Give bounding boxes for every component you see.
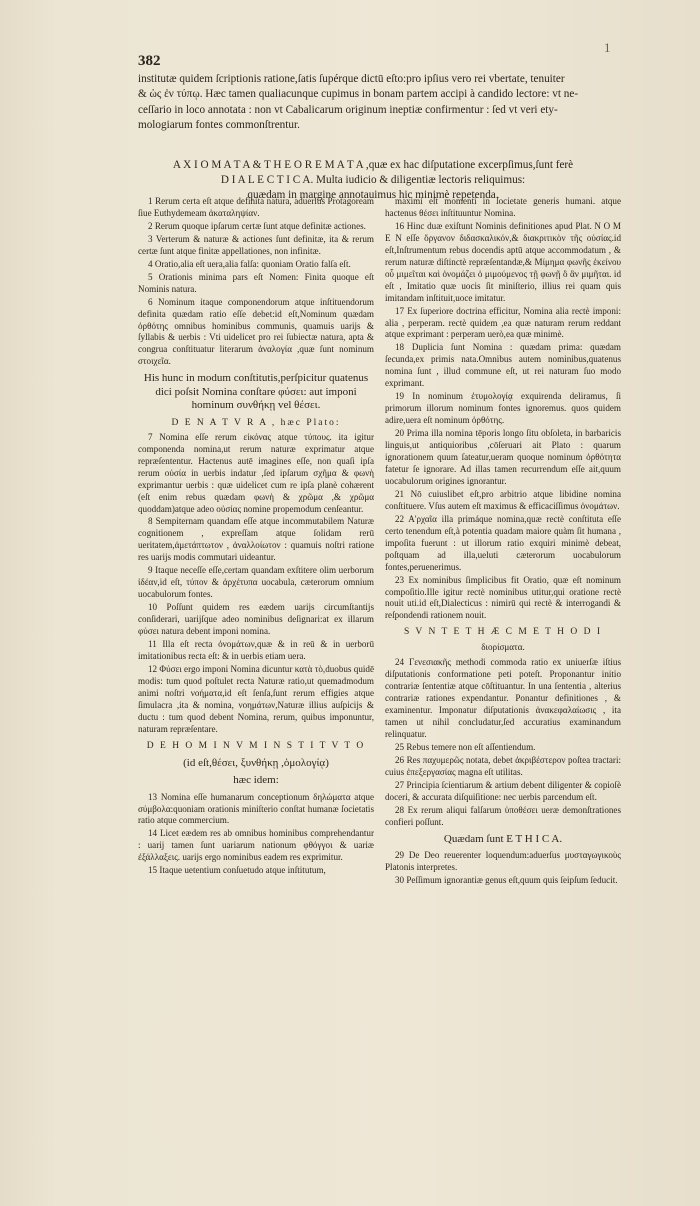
numbered-paragraph: 2 Rerum quoque ipſarum certæ ſunt atque definitæ actiones. [148,220,366,231]
numbered-paragraph: 10 Poſſunt quidem res eædem uarijs circumſtantijs conſiderari, uarijſque adeo nominibus deſignari:at ex illarum φύσει natura debent imponi nomina. [138,602,374,637]
numbered-paragraph: 18 Duplicia ſunt Nomina : quædam prima: quædam ſecunda,ex primis nata.Omnibus autem nominibus,quatenus nomina ſunt , illud commune eſt, ut rei naturam ſuo modo exprimant. [385,342,621,389]
numbered-paragraph: 17 Ex ſuperiore doctrina efficitur, Nomina alia rectè imponi: alia , perperam. rectè quidem ,ea quæ naturam rerum reddant atque exprimant : perperam uerò,ea quæ minimè. [385,305,621,340]
numbered-paragraph: 9 Itaque neceſſe eſſe,certam quandam exſtitere olim uerborum ἰδέαν,id eſt, τύπον & ἀρχέτυπα uocabula, cæterorum omnium uocabulorum fontes. [138,565,374,600]
numbered-paragraph: 12 Φύσει ergo imponi Nomina dicuntur κατὰ τὸ,duobus quidē modis: tum quod poſtulet recta Naturæ ratio,ut quemadmodum animi noſtri νοήματα,id eſt ſenſa,ſunt rerum effigies atque ſimulacra ,ita & nomina, νοημάτων,Naturæ illius auſpicijs & ductu : tum quod debent Nomina, rerum, quibus imponuntur, naturam repræſentare. [138,663,374,734]
numbered-paragraph: 25 Rebus temere non eſt aſſentiendum. [395,741,536,752]
numbered-paragraph: 3 Verterum & naturæ & actiones ſunt definitæ, ita & rerum certæ ſunt atque finitæ appellationes, non infinitæ. [138,233,374,256]
numbered-paragraph: 5 Orationis minima pars eſt Nomen: Finita quoque eſt Nominis natura. [138,271,374,294]
numbered-paragraph: 27 Principia ſcientiarum & artium debent diligenter & copioſè doceri, & accurata diſquiſitione: nec uerbis parcendum eſt. [385,779,621,802]
section-heading: D E H O M I N V M I N S T I T V T O [146,740,366,751]
numbered-paragraph: (id eſt,θέσει, ξυνθήκῃ ,ὁμολογίᾳ) [183,756,329,769]
numbered-paragraph: 1 Rerum certa eſt atque definita natura, aduerſus Protagoream ſiue Euthydemeam ἀκαταληψίαν. [138,196,374,218]
axiom-head-line: A X I O M A T A & T H E O R E M A T A ,quæ ex hac diſputatione excerpſimus,ſunt ferè [172,159,574,171]
margin-mark: 1 [604,40,611,55]
numbered-paragraph: 4 Oratio,alia eſt uera,alia falſa: quoniam Oratio falſa eſt. [148,258,351,269]
numbered-paragraph: 23 Ex nominibus ſimplicibus fit Oratio, quæ eſt nominum compoſitio.Ille igitur rectè nominibus utitur,qui oratione rectè nouit uti.id eſt,Dialecticus : nimirū qui rectè & interrogandi & reſpondendi rationem nouit. [385,574,621,621]
numbered-paragraph: 30 Peſſimum ignorantiæ genus eſt,quum quis ſeipſum ſeducit. [395,875,618,886]
numbered-paragraph: 15 Itaque uetentium conſuetudo atque inſtitutum, [148,865,326,876]
numbered-paragraph: maximi eſt momenti in ſocietate generis humani. atque hactenus θέσει inſtituuntur Nomina. [385,196,621,218]
numbered-paragraph: 6 Nominum itaque componendorum atque inſtituendorum definita quædam ratio eſſe debet:id eſt,Nominum quædam ὀρθότης omnibus hominibus communis, quamuis uarijs & ſyllabis & uerbis : Vti uidelicet pro rei ſubiectæ natura, apta & congrua conſtituatur literarum ἀναλογία ,quæ ſunt nominum στοιχεῖα. [138,296,374,367]
numbered-paragraph: hæc idem: [233,774,279,787]
numbered-paragraph: 29 De Deo reuerenter loquendum:aduerſus μυσταγωγικοὺς Platonis interpretes. [385,850,621,873]
numbered-paragraph: 19 In nominum ἐτυμολογίᾳ exquirenda deliramus, ſi primorum illorum nominum fontes ignoremus. quos quidem adire,uera eſt nominum ὀρθότης. [385,391,621,426]
numbered-paragraph: 20 Prima illa nomina tēporis longo ſitu obſoleta, in barbaricis linguis,ut antiquioribus ,cōſeruari ait Plato : quarum ignorationem quum ſateatur,ueram quoque nominum ὀρθότητα fatetur ſe ignorare. Ad illas tamen recurrendum eſſe ait,quum uocabulorum origines ignorantur. [385,428,621,486]
numbered-paragraph: 13 Nomina eſſe humanarum conceptionum δηλώματα atque σύμβολα:quoniam orationis miniſterio conſtat humanæ ſocietatis ratio atque commercium. [138,791,374,826]
intro-line: ceſſario in loco annotata : non vt Cabalicarum originum ineptiæ confirmentur : ſed vt veri ety- [138,103,558,116]
numbered-paragraph: 16 Hinc duæ exiſtunt Nominis definitiones apud Plat. N O M E N eſſe ὄργανον διδασκαλικόν,& διακριτικὸν τῆς οὐσίας.id eſt,Inſtrumentum rebus docendis aptū atque accommodatum , & rerum naturæ diſtinctè repræſentandæ,& Μίμημα φωνῆς ἐκείνου οὗ μιμεῖται καὶ ὀνομάζει ὁ μιμούμενος τῇ φωνῇ ὃ ἂν μιμῆται. id eſt , Imitatio quæ uocis ſit miniſterio, illius rei quam quis imitandam inſtituit,uoce imitatur. [385,220,621,303]
intro-line: institutæ quidem ſcriptionis ratione,ſatis ſupérque dictū eſto:pro ipſius vero rei vbertate, tenuiter [138,73,565,85]
numbered-paragraph: διορίσματα. [481,642,525,653]
section-heading: S V N T E T H Æ C M E T H O D I [403,627,603,638]
intro-line: mologiarum fontes commonſtrentur. [138,119,300,132]
numbered-paragraph: Quædam ſunt E T H I C A. [443,832,563,845]
numbered-paragraph: 7 Nomina eſſe rerum εἰκόνας atque τύπους. ita igitur componenda nomina,ut rerum naturæ exprimatur atque repræſententur. Hactenus autē imagines eſſe, non quaſi ipſa rerum οὐσία in uerbis indatur ,ſed ipſarum σχῆμα & φωνὴ exprimantur uerbis : quæ uidelicet cum re ipſa planè cohærent (eſt enim rebus quædam φωνὴ & χρῶμα ,& χρῶμα quoddam)atque adeo οὐσίας nomine propemodum cenſeantur. [138,431,374,514]
numbered-paragraph: 14 Licet eædem res ab omnibus hominibus comprehendantur : uarij tamen ſunt uariarum nationum φθόγγοι & uariæ ἐξάλλαξεις. uarijs ergo nominibus eadem res exprimitur. [138,828,374,863]
axiom-head-line: quædam in margine annotauimus hic minimè repetenda. [247,189,499,201]
numbered-paragraph: 26 Res παχυμερῶς notata, debet ἀκριβέστερον poſtea tractari: cuius ἐπεξεργασίας magna eſt utilitas. [385,754,621,777]
numbered-paragraph: 24 Γενεσιακῆς methodi commoda ratio ex uniuerſæ iſtius diſputationis conformatione peti poteſt. Proponantur initio contrariæ ſententiæ atque cōſtituantur. In una ſententia , alterius contrariæ rationes expendantur. Ponantur definitiones , & examinentur. Imponatur diſputationis ἀνακεφαλαίωσις , ita tamen ut nihil concludatur,ſed accuratius examinandum relinquatur. [385,657,621,739]
numbered-paragraph: 8 Sempiternam quandam eſſe atque incommutabilem Naturæ cognitionem , expreſſam atque ſolidam rerū ueritatem,ἀμετάπτωτον , ἀναλλοίωτον : quamuis noſtri ratione res uarijs modis commutari uideantur. [138,516,374,563]
page-number: 382 [138,53,161,69]
numbered-paragraph: 21 Nō cuiuslibet eſt,pro arbitrio atque libidine nomina conſtituere. Vſus autem eſt maximus & efficaciſſimus ὀνομάτων. [385,488,621,511]
numbered-paragraph: 22 Α'ρχαῖα illa primáque nomina,quæ rectè conſtituta eſſe certo tenendum eſt,à potentia quadam maiore quàm ſit humana , impoſita fuerunt : ut illorum ratio exquiri minimè debeat, poſtquam ad illa,ueluti cæterorum uocabulorum fontes,peruenerimus. [385,513,621,572]
numbered-paragraph: His hunc in modum conſtitutis,perſpicitur quatenus dici poſsit Nomina conſtare φύσει: aut imponi hominum συνθήκῃ vel θέσει. [143,372,369,412]
right-column [385,196,621,888]
axiom-head-line: D I A L E C T I C A. Multa iudicio & diligentiæ lectoris reliquimus: [220,174,526,186]
numbered-paragraph: 28 Ex rerum aliqui falſarum ὑποθέσει ueræ demonſtrationes confieri poſſunt. [385,804,621,827]
section-heading: D E N A T V R A , hæc Plato: [171,417,341,428]
intro-paragraph [138,72,608,134]
left-column [138,196,374,878]
numbered-paragraph: 11 Illa eſt recta ὀνομάτων,quæ & in reū & in uerborū imitationibus recta eſt: & in uerbis etiam uera. [138,639,374,661]
intro-line: & ὡς ἐν τύπῳ. Hæc tamen qualiacunque cupimus in bonam partem accipi à candido lectore: vt ne- [138,88,579,101]
